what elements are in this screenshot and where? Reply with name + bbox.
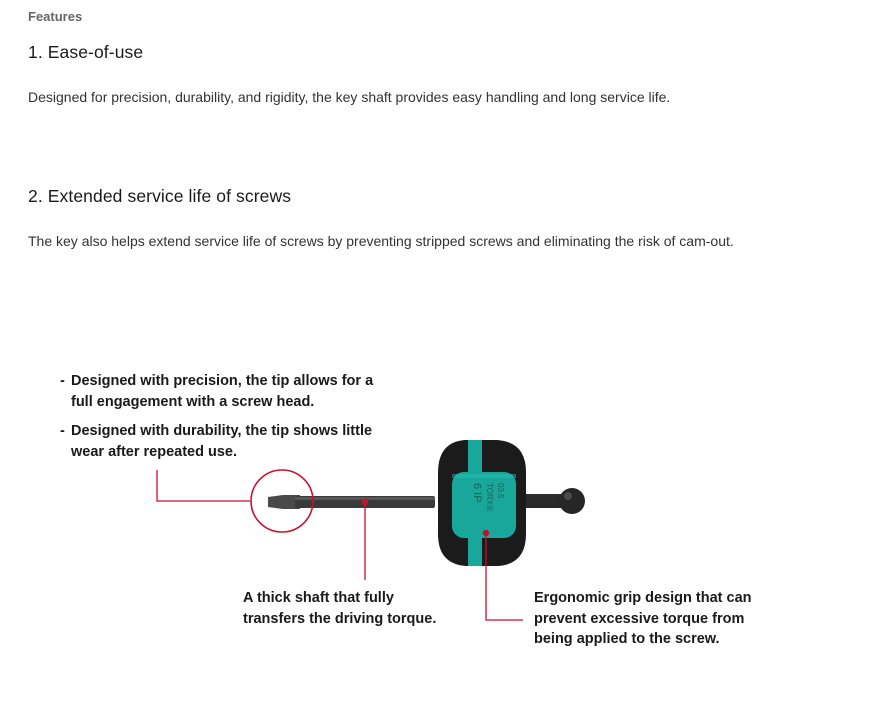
callout-dash: -	[60, 373, 65, 389]
section-1-heading: 1. Ease-of-use	[28, 42, 144, 62]
key-ball-end	[559, 488, 585, 514]
key-grip-label	[452, 472, 516, 538]
callout-tip-precision	[60, 371, 420, 412]
callout-shaft	[243, 588, 483, 629]
callout-line: wear after repeated use.	[71, 443, 238, 460]
callout-dash: -	[60, 423, 65, 439]
callout-grip	[534, 588, 794, 650]
callout-line: A thick shaft that fully	[243, 590, 394, 606]
callout-line: Ergonomic grip design that can	[534, 590, 752, 606]
section-2-heading: 2. Extended service life of screws	[28, 186, 292, 206]
section-2-body: The key also helps extend service life of screws by preventing stripped screws and eliminating the risk of cam-out.	[28, 233, 734, 249]
grip-label-text-1: TORX®	[485, 483, 494, 511]
callout-tip-durability	[60, 421, 420, 462]
features-label: Features	[28, 9, 83, 24]
callout-line: full engagement with a screw head.	[71, 393, 315, 410]
section-1-body: Designed for precision, durability, and rigidity, the key shaft provides easy handling and long service life.	[28, 89, 671, 105]
callout-line: Designed with precision, the tip allows for a	[71, 373, 374, 389]
grip-label-text-2: 6 IP	[471, 483, 483, 503]
callout-line: prevent excessive torque from	[534, 610, 745, 627]
callout-line: being applied to the screw.	[534, 631, 720, 647]
grip-label-text-3: 03.5	[496, 483, 505, 499]
tip-leader-line	[157, 470, 250, 501]
callout-line: transfers the driving torque.	[243, 610, 437, 627]
callout-line: Designed with durability, the tip shows little	[71, 423, 373, 439]
